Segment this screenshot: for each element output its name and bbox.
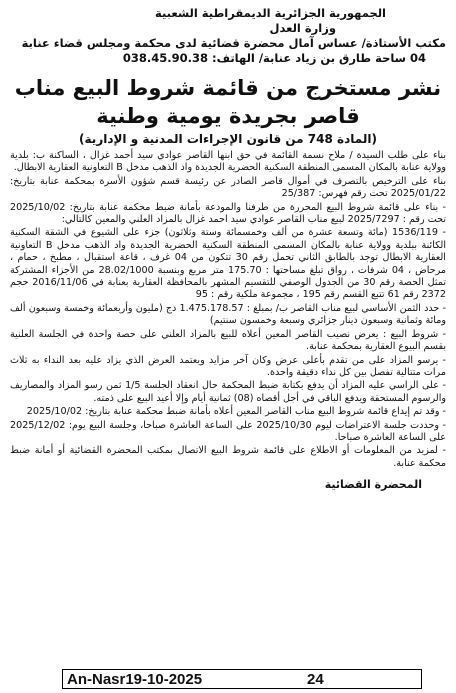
- paragraph: - وحددت جلسة الاعتراضات ليوم 2025/10/30 على الساعة العاشرة صباحا، وجلسة البيع يوم: 2025/12/02 على الساعة العاشرة صباحا.: [10, 419, 446, 443]
- notice-headline: نشر مستخرج من قائمة شروط البيع مناب قاصر بجريدة يومية وطنية: [14, 76, 442, 128]
- paragraph: بناء على طلب السيدة / ملاح نسمة القائمة في حق ابنها القاصر عوادي سيد أحمد غزال ، الساكنة ب: بلدية وولاية عنابة بالمكان المسمى المنطقة السكنية الحضرية الجديدة واد الذهب مدخل B التعاونية العقارية الابطال.: [10, 150, 446, 174]
- paragraph: - يرسو المزاد على من تقدم بأعلى عرض وكان آخر مزايد ويعتمد العرض الذي يزاد عليه بعد النداء به ثلاث مرات متتالية تفصل بين كل نداء دقيقة واحدة.: [10, 354, 446, 378]
- paragraph: - حدد الثمن الأساسي لبيع مناب القاصر ب/ بمبلغ : 1.475.178.57 دج (مليون وأربعمائة وخمسة وسبعون ألف ومائة وثمانية وسبعون دينار جزائري وسبعة وخمسون سنتيم): [10, 302, 446, 327]
- page-number: 24: [307, 670, 324, 688]
- newspaper-source-date: An-Nasr19-10-2025: [67, 670, 203, 688]
- notice-header: [10, 6, 446, 66]
- notice-body: [10, 150, 446, 470]
- legal-article-reference: (المادة 748 من قانون الإجراءات المدنية و الإدارية): [79, 132, 377, 146]
- newspaper-footer: [62, 669, 422, 689]
- signature: المحضرة القضائية: [324, 478, 422, 492]
- paragraph: - لمزيد من المعلومات أو الاطلاع على قائمة شروط البيع الاتصال بمكتب المحضرة القضائية أو أمانة ضبط محكمة عنابة.: [10, 445, 446, 469]
- paragraph: - 1536/119 (مائة وتسعة عشرة من ألف وخمسمائة وستة وثلاثون) جزء على الشيوع في الشقة السكنية الكائنة ببلدية وولاية عنابة بالمكان المسمى المنطقة السكنية الحضرية الجديدة واد الذهب مدخل B التعاونية العقارية الابطال توجد بالطابق الثاني تحمل رقم 30 تتكون من 04 غرف ، قاعة استقبال ، مطبخ ، حمام ، مرحاض ، 04 شرفات ، رواق تبلغ مساحتها : 175.70 متر مربع وبنسبة 28.02/1000 من الأجزاء المشتركة تمثل الحصة رقم 30 من الجدول الوصفي للتقسيم المشهر بالمحافظة العقارية بعنابة في 2016/11/06 حجم 2372 رقم 61 تتبع القسم رقم 195 ، مجموعة ملكية رقم : 95: [10, 227, 447, 301]
- republic-title: الجمهورية الجزائرية الديمقراطية الشعبية: [154, 6, 386, 20]
- paragraph: بناء على الترخيص بالتصرف في أموال قاصر الصادر عن رئيسة قسم شؤون الأسرة بمحكمة عنابة بتاريخ: 2025/01/22 تحت رقم فهرس: 25/387: [10, 175, 446, 200]
- paragraph: - وقد تم إيداع قائمة شروط البيع مناب القاصر المعين أعلاه بأمانة ضبط محكمة عنابة بتاريخ: 2025/10/02: [26, 406, 446, 418]
- bailiff-office: مكتب الأستاذة/ عساس آمال محضرة قضائية لدى محكمة ومجلس قضاء عنابة: [21, 36, 446, 50]
- office-address: 04 ساحة طارق بن زياد عنابة/ الهاتف: 038.45.90.38: [122, 51, 426, 65]
- ministry-title: وزارة العدل: [269, 21, 336, 35]
- paragraph: - على الراسي عليه المزاد أن يدفع بكتابة ضبط المحكمة حال انعقاد الجلسة 1/5 ثمن رسو المزاد والمصاريف والرسوم المستحقة ويدفع الباقي في أجل أقصاه (08) ثمانية أيام وإلا أعيد البيع على ذمته.: [10, 380, 446, 404]
- paragraph: - شروط البيع : يعرض نصيب القاصر المعين أعلاه للبيع بالمزاد العلني على حصة واحدة في الجلسة العلنية بقسم البيوع العقارية بمحكمة عنابة.: [10, 328, 446, 353]
- paragraph: - بناء على قائمة شروط البيع المحررة من طرفنا والمودعة بأمانة ضبط محكمة عنابة بتاريخ: 2025/10/02 تحت رقم : 2025/7297 لبيع مناب القاصر عوادي سيد احمد غزال بالمزاد العلني والمعين كالتالي:: [10, 201, 446, 226]
